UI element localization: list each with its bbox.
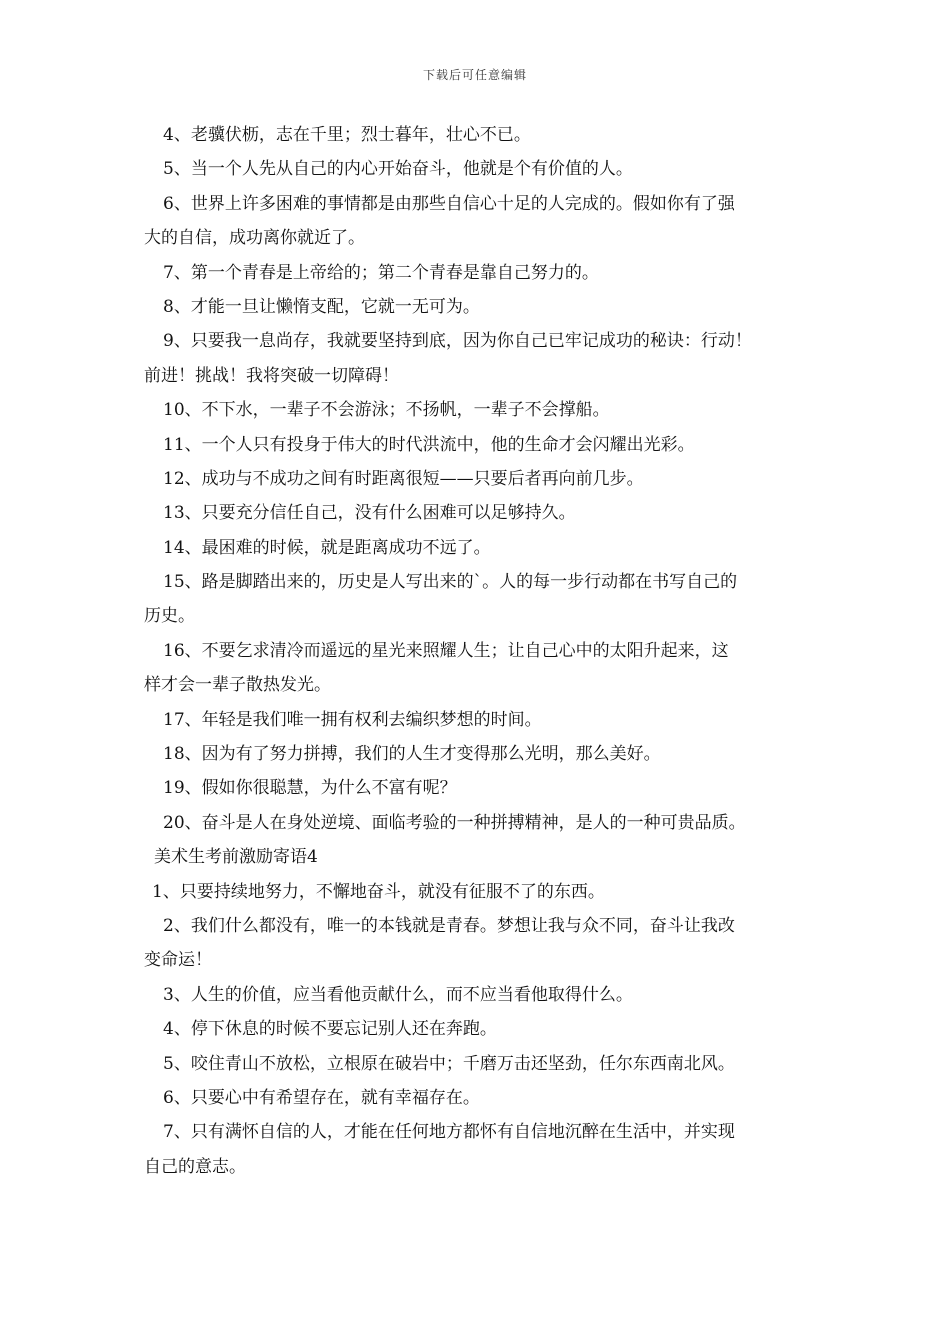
text-line: 10、不下水，一辈子不会游泳；不扬帆，一辈子不会撑船。 (163, 400, 610, 421)
text-line: 15、路是脚踏出来的，历史是人写出来的`。人的每一步行动都在书写自己的 (163, 572, 738, 593)
text-line: 12、成功与不成功之间有时距离很短——只要后者再向前几步。 (163, 468, 644, 489)
text-line: 大的自信，成功离你就近了。 (144, 228, 365, 249)
text-line: 6、世界上许多困难的事情都是由那些自信心十足的人完成的。假如你有了强 (163, 193, 735, 214)
text-line: 2、我们什么都没有，唯一的本钱就是青春。梦想让我与众不同，奋斗让我改 (163, 915, 735, 936)
text-line: 14、最困难的时候，就是距离成功不远了。 (163, 537, 491, 558)
document-body (144, 118, 814, 1184)
text-line: 样才会一辈子散热发光。 (144, 675, 331, 696)
text-line: 3、人生的价值，应当看他贡献什么，而不应当看他取得什么。 (163, 984, 633, 1005)
text-line: 历史。 (144, 606, 195, 627)
text-line: 5、当一个人先从自己的内心开始奋斗，他就是个有价值的人。 (163, 159, 633, 180)
text-line: 7、第一个青春是上帝给的；第二个青春是靠自己努力的。 (163, 262, 599, 283)
text-line: 自己的意志。 (144, 1156, 246, 1177)
text-line: 11、一个人只有投身于伟大的时代洪流中，他的生命才会闪耀出光彩。 (163, 434, 695, 455)
text-line: 9、只要我一息尚存，我就要坚持到底，因为你自己已牢记成功的秘诀：行动！ (163, 331, 752, 352)
text-line: 20、奋斗是人在身处逆境、面临考验的一种拼搏精神，是人的一种可贵品质。 (163, 812, 746, 833)
page-header: 下载后可任意编辑 (422, 68, 527, 82)
text-line: 4、停下休息的时候不要忘记别人还在奔跑。 (163, 1019, 497, 1040)
text-line: 7、只有满怀自信的人，才能在任何地方都怀有自信地沉醉在生活中，并实现 (163, 1122, 735, 1143)
text-line: 美术生考前激励寄语4 (154, 847, 318, 868)
text-line: 17、年轻是我们唯一拥有权利去编织梦想的时间。 (163, 709, 542, 730)
text-line: 1、只要持续地努力，不懈地奋斗，就没有征服不了的东西。 (152, 881, 605, 902)
text-line: 6、只要心中有希望存在，就有幸福存在。 (163, 1087, 480, 1108)
text-line: 16、不要乞求清冷而遥远的星光来照耀人生；让自己心中的太阳升起来，这 (163, 640, 729, 661)
text-line: 前进！挑战！我将突破一切障碍！ (144, 365, 399, 386)
text-line: 13、只要充分信任自己，没有什么困难可以足够持久。 (163, 503, 576, 524)
text-line: 4、老骥伏枥，志在千里；烈士暮年，壮心不已。 (163, 125, 531, 145)
text-line: 变命运！ (144, 950, 212, 971)
text-line: 19、假如你很聪慧，为什么不富有呢？ (163, 778, 457, 799)
text-line: 8、才能一旦让懒惰支配，它就一无可为。 (163, 296, 480, 317)
text-line: 5、咬住青山不放松，立根原在破岩中；千磨万击还坚劲，任尔东西南北风。 (163, 1053, 735, 1074)
text-line: 18、因为有了努力拼搏，我们的人生才变得那么光明，那么美好。 (163, 744, 661, 765)
